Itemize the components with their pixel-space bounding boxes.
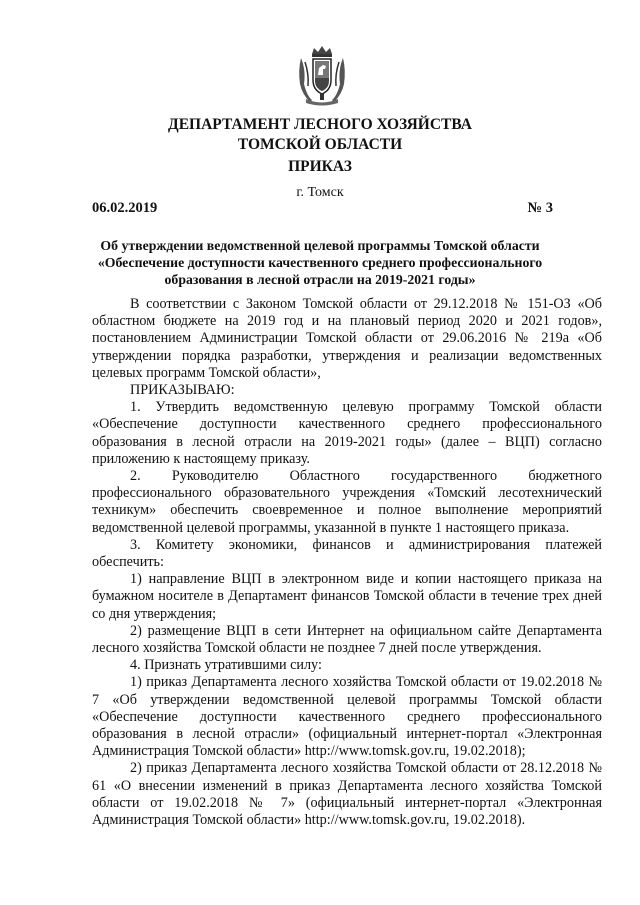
- item-2: 2. Руководителю Областного государственного бюджетного профессионального образовательного учреждения «Томский лесотехнический техникум» обеспечить своевременное и полное выполнение мероприятий ведомственной целевой программы, указанной в пункте 1 настоящего приказа.: [92, 468, 602, 536]
- subject-line-3: образования в лесной отрасли на 2019-2021 годы»: [164, 272, 476, 287]
- item-3-2: 2) размещение ВЦП в сети Интернет на официальном сайте Департамента лесного хозяйства Томской области не позднее 7 дней после утверждения.: [92, 622, 602, 657]
- department-title: [60, 115, 580, 155]
- city: г. Томск: [296, 185, 344, 200]
- item-1: 1. Утвердить ведомственную целевую программу Томской области «Обеспечение доступности качественного среднего профессионального образования в лесной отрасли на 2019-2021 годы» (далее – ВЦП) согласно приложению к настоящему приказу.: [92, 399, 602, 467]
- department-line-1: ДЕПАРТАМЕНТ ЛЕСНОГО ХОЗЯЙСТВА: [168, 116, 472, 133]
- order-number: № 3: [527, 200, 553, 216]
- item-4-2: 2) приказ Департамента лесного хозяйства Томской области от 28.12.2018 № 61 «О внесении изменений в приказ Департамента лесного хозяйства Томской области от 19.02.2018 № 7» (официальный интернет-портал «Электронная Администрация Томской области» http://www.tomsk.gov.ru, 19.02.2018).: [92, 760, 602, 829]
- department-line-2: ТОМСКОЙ ОБЛАСТИ: [237, 136, 403, 153]
- item-3: 3. Комитету экономики, финансов и администрирования платежей обеспечить:: [92, 536, 602, 571]
- subject-line-2: «Обеспечение доступности качественного среднего профессионального: [97, 255, 543, 270]
- order-subject: [60, 237, 580, 288]
- subject-line-1: Об утверждении ведомственной целевой программы Томской области: [100, 238, 540, 253]
- item-4-1: 1) приказ Департамента лесного хозяйства Томской области от 19.02.2018 № 7 «Об утверждении ведомственной целевой программы Томской области «Обеспечение доступности качественного среднего профессионального образования в лесной отрасли» (официальный интернет-портал «Электронная Администрация Томской области» http://www.tomsk.gov.ru, 19.02.2018);: [92, 674, 602, 760]
- preamble-paragraph: В соответствии с Законом Томской области от 29.12.2018 № 151-ОЗ «Об областном бюджете на 2019 год и на плановый период 2020 и 2021 годов», постановлением Администрации Томской области от 29.06.2016 № 219а «Об утверждении порядка разработки, утверждения и реализации ведомственных целевых программ Томской области»,: [92, 296, 602, 381]
- order-word: ПРИКАЗЫВАЮ:: [130, 382, 235, 399]
- order-body: [92, 296, 602, 829]
- item-3-1: 1) направление ВЦП в электронном виде и копии настоящего приказа на бумажном носителе в Департамент финансов Томской области в течение трех дней со дня утверждения;: [92, 571, 602, 622]
- document-type: ПРИКАЗ: [288, 158, 352, 175]
- tomsk-coat-of-arms-icon: [296, 44, 348, 108]
- item-4: 4. Признать утратившими силу:: [130, 657, 322, 674]
- order-date: 06.02.2019: [92, 200, 158, 216]
